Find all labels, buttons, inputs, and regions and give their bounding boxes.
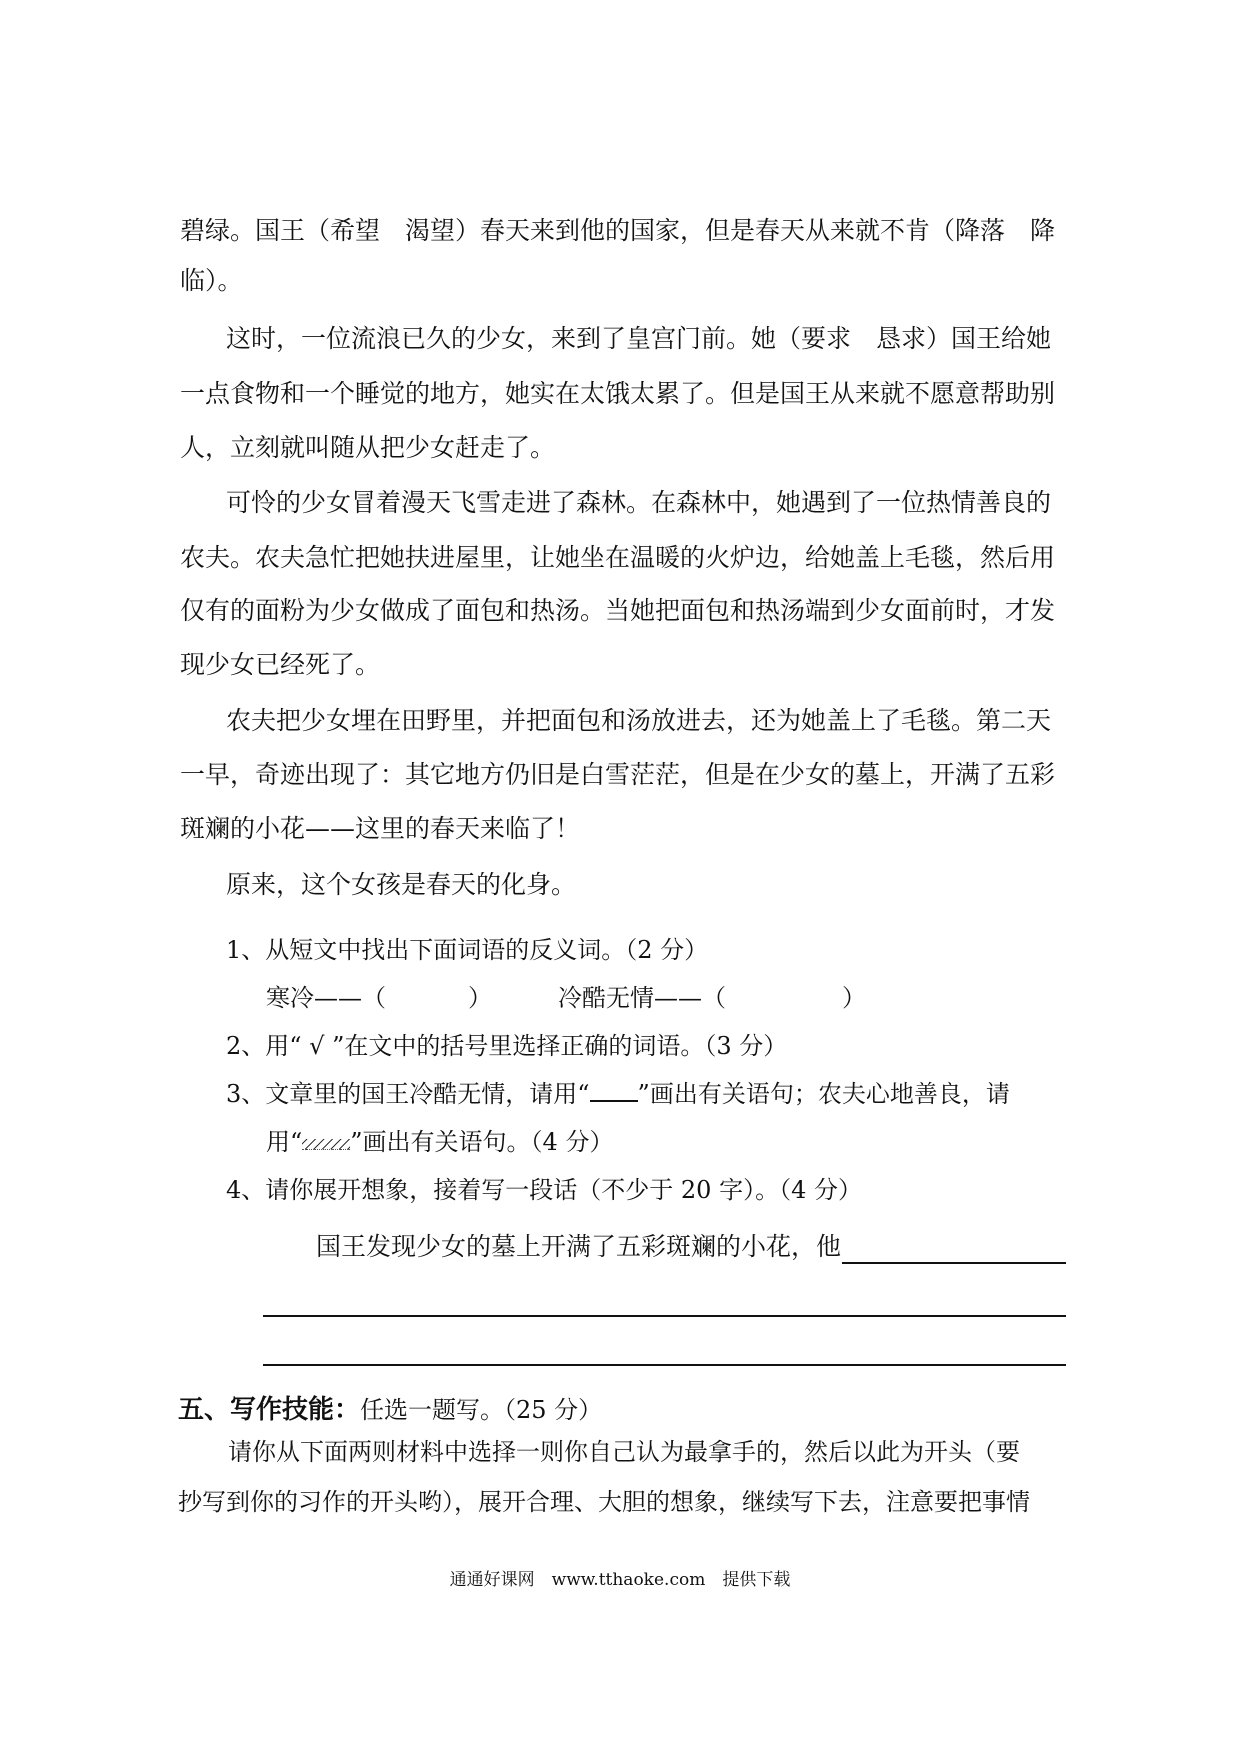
answer-line-2[interactable] [263,1315,1066,1317]
passage-line-13: 原来，这个女孩是春天的化身。 [226,870,577,899]
question-3-line-1 [226,1082,1116,1107]
question-2: 2、用“ √ ”在文中的括号里选择正确的词语。（3 分） [226,1032,788,1060]
passage-line-4: 一点食物和一个睡觉的地方，她实在太饿太累了。但是国王从来就不愿意帮助别 [180,379,1056,408]
q1-item-b-close: ） [842,984,866,1012]
passage-line-2: 临）。 [180,266,243,295]
q3-text-c: 用“ [266,1128,303,1156]
q3-text-d: ”画出有关语句。（4 分） [350,1128,614,1156]
section-5-heading [178,1389,602,1426]
passage-line-6: 可怜的少女冒着漫天飞雪走进了森林。在森林中，她遇到了一位热情善良的 [226,488,1052,517]
wavy-underline-sample [302,1139,350,1150]
answer-line-3[interactable] [263,1364,1066,1366]
answer-line-1[interactable] [842,1262,1066,1264]
section-5-line-1: 请你从下面两则材料中选择一则你自己认为最拿手的，然后以此为开头（要 [228,1438,1020,1466]
question-1: 1、从短文中找出下面词语的反义词。（2 分） [226,936,709,964]
q3-text-b: ”画出有关语句；农夫心地善良，请 [637,1080,1010,1108]
q1-item-a-close: ） [468,984,492,1012]
page-footer: 通通好课网 www.tthaoke.com 提供下载 [449,1570,791,1590]
question-1-answers [266,986,1156,1011]
section-5-subtitle: 任选一题写。（25 分） [360,1396,603,1424]
question-4: 4、请你展开想象，接着写一段话（不少于 20 字）。（4 分） [226,1176,862,1204]
section-5-line-2: 抄写到你的习作的开头哟），展开合理、大胆的想象，继续写下去，注意要把事情 [178,1488,1030,1516]
passage-line-12: 斑斓的小花——这里的春天来临了！ [180,814,581,843]
passage-line-8: 仅有的面粉为少女做成了面包和热汤。当她把面包和热汤端到少女面前时，才发 [180,596,1056,625]
passage-line-7: 农夫。农夫急忙把她扶进屋里，让她坐在温暖的火炉边，给她盖上毛毯，然后用 [180,543,1056,572]
q1-item-b: 冷酷无情——（ [558,984,726,1012]
passage-line-1: 碧绿。国王（希望 渴望）春天来到他的国家，但是春天从来就不肯（降落 降 [180,216,1056,245]
section-5-title: 五、写作技能： [178,1395,361,1425]
q3-text-a: 3、文章里的国王冷酷无情，请用“ [226,1080,590,1108]
passage-line-11: 一早，奇迹出现了：其它地方仍旧是白雪茫茫，但是在少女的墓上，开满了五彩 [180,760,1056,789]
question-4-prompt: 国王发现少女的墓上开满了五彩斑斓的小花，他 [316,1232,842,1261]
passage-line-5: 人，立刻就叫随从把少女赶走了。 [180,433,556,462]
q1-item-a: 寒冷——（ [266,984,386,1012]
passage-line-9: 现少女已经死了。 [180,650,381,679]
question-3-line-2 [266,1130,1156,1155]
straight-underline-sample [590,1082,638,1102]
passage-line-3: 这时，一位流浪已久的少女，来到了皇宫门前。她（要求 恳求）国王给她 [226,324,1052,353]
passage-line-10: 农夫把少女埋在田野里，并把面包和汤放进去，还为她盖上了毛毯。第二天 [226,706,1052,735]
